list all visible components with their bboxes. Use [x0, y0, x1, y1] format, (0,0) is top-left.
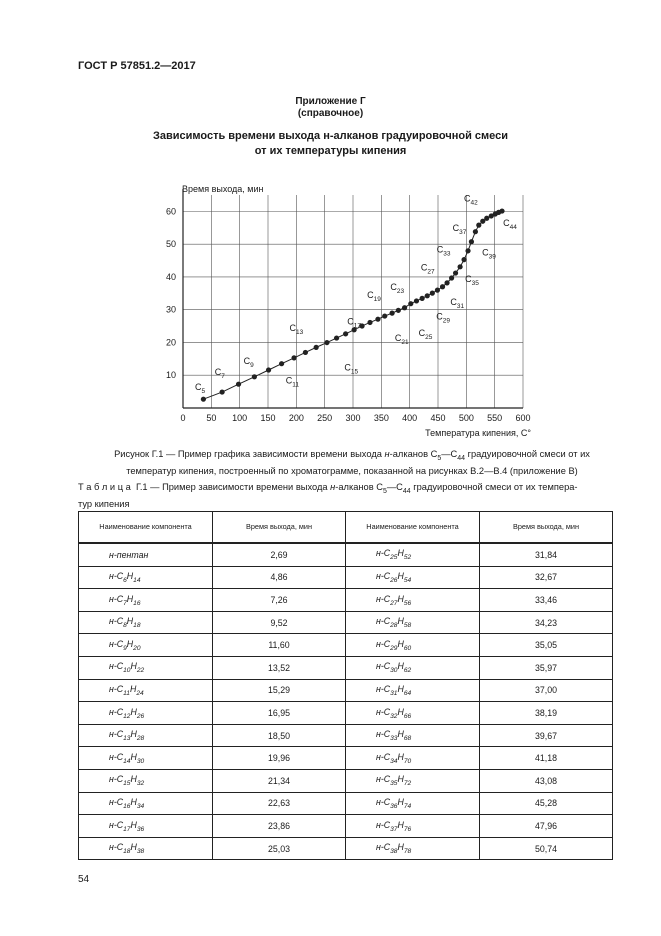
- x-tick-label: 100: [232, 413, 248, 423]
- point-label: $C_7$: [214, 367, 225, 381]
- y-tick-label: 60: [165, 206, 176, 217]
- data-point: [279, 361, 284, 366]
- component-name-cell: $н-C_{36}H_{74}$: [346, 792, 480, 815]
- point-label: $C_{13}$: [289, 322, 304, 336]
- component-name-cell: $н-C_{38}H_{78}$: [346, 837, 480, 860]
- component-name-cell: $н-C_{12}H_{26}$: [79, 702, 213, 725]
- retention-time-cell: 37,00: [480, 679, 613, 702]
- component-name-cell: $н-C_{35}H_{72}$: [346, 769, 480, 792]
- x-tick-label: 50: [206, 413, 217, 423]
- table-row: [79, 679, 613, 702]
- table-row: [79, 724, 613, 747]
- figure-caption-text: градуировочной смеси от их: [464, 449, 590, 459]
- component-name-cell: $н-C_{33}H_{68}$: [346, 724, 480, 747]
- data-point: [324, 340, 329, 345]
- document-header: ГОСТ Р 57851.2—2017: [78, 60, 196, 72]
- data-point: [201, 397, 206, 402]
- component-name-cell: $н-C_{17}H_{36}$: [79, 815, 213, 838]
- retention-time-cell: 25,03: [213, 837, 346, 860]
- retention-time-cell: 35,05: [480, 634, 613, 657]
- retention-time-cell: 50,74: [480, 837, 613, 860]
- component-name-cell: $н-C_{30}H_{62}$: [346, 656, 480, 679]
- table-row: [79, 837, 613, 860]
- data-point: [420, 296, 425, 301]
- data-point: [444, 280, 449, 285]
- data-point: [453, 270, 458, 275]
- data-point: [314, 345, 319, 350]
- data-point: [465, 248, 470, 253]
- table-caption-sub: 5: [382, 487, 387, 495]
- retention-time-cell: 33,46: [480, 589, 613, 612]
- figure-caption-sub: 5: [437, 454, 442, 462]
- x-tick-label: 0: [180, 413, 186, 423]
- data-point: [375, 317, 380, 322]
- table-caption-italic: н: [330, 482, 336, 492]
- component-name-cell: $н-C_{29}H_{60}$: [346, 634, 480, 657]
- figure-caption-text: Рисунок Г.1 — Пример графика зависимости времени выхода: [114, 449, 385, 459]
- table-caption-text: Т а б л и ц а Г.1 — Пример зависимости времени выхода: [78, 482, 331, 492]
- data-point: [367, 320, 372, 325]
- y-tick-label: 40: [165, 271, 176, 282]
- table-row: [79, 747, 613, 770]
- appendix-subtitle: (справочное): [297, 108, 364, 119]
- data-point: [473, 229, 478, 234]
- component-name-cell: $н-C_{15}H_{32}$: [79, 769, 213, 792]
- table-caption-text: градуировочной смеси от их темпера-: [410, 482, 578, 492]
- component-name-cell: $н-C_{18}H_{38}$: [79, 837, 213, 860]
- table-row: [79, 815, 613, 838]
- point-label: $C_{19}$: [367, 290, 381, 304]
- table-row: [79, 792, 613, 815]
- x-tick-label: 400: [402, 413, 418, 423]
- table-caption-sub: 44: [402, 487, 411, 495]
- table-row: [79, 769, 613, 792]
- data-point: [435, 288, 440, 293]
- component-name-cell: $н-C_{27}H_{56}$: [346, 589, 480, 612]
- point-label: $C_{35}$: [465, 273, 479, 287]
- retention-time-cell: 19,96: [213, 747, 346, 770]
- data-point: [408, 301, 413, 306]
- retention-time-cell: 34,23: [480, 611, 613, 634]
- retention-time-cell: 22,63: [213, 792, 346, 815]
- figure-caption-text: -алканов С: [389, 449, 438, 459]
- component-name-cell: $н-C_{32}H_{66}$: [346, 702, 480, 725]
- component-name-cell: $н-C_{14}H_{30}$: [79, 747, 213, 770]
- table-row: [79, 634, 613, 657]
- retention-time-cell: 9,52: [213, 611, 346, 634]
- retention-time-cell: 41,18: [480, 747, 613, 770]
- data-point: [461, 257, 466, 262]
- x-tick-label: 550: [487, 413, 503, 423]
- x-tick-label: 600: [515, 413, 531, 423]
- data-point: [291, 355, 296, 360]
- x-axis-label: Температура кипения, С°: [425, 428, 531, 438]
- data-point: [343, 331, 348, 336]
- table-header-row: [79, 512, 613, 544]
- component-name-cell: $н-C_8H_{18}$: [79, 611, 213, 634]
- component-name-cell: $н-C_{16}H_{34}$: [79, 792, 213, 815]
- x-tick-label: 150: [260, 413, 276, 423]
- component-name-cell: $н-C_{10}H_{22}$: [79, 656, 213, 679]
- point-label: $C_{11}$: [285, 375, 299, 389]
- figure-caption-italic: н: [384, 449, 390, 459]
- retention-time-cell: 23,86: [213, 815, 346, 838]
- retention-time-chart: [150, 178, 550, 440]
- data-point: [334, 335, 339, 340]
- x-tick-label: 350: [373, 413, 389, 423]
- figure-caption: [92, 448, 612, 477]
- x-tick-label: 450: [430, 413, 446, 423]
- table-row: [79, 589, 613, 612]
- retention-time-cell: 13,52: [213, 656, 346, 679]
- retention-table: [78, 511, 613, 860]
- y-axis-label: Время выхода, мин: [182, 184, 264, 194]
- component-name-cell: $н-C_{28}H_{58}$: [346, 611, 480, 634]
- table-row: [79, 543, 613, 566]
- chart-grid: [183, 195, 523, 408]
- point-label: $C_{44}$: [503, 218, 517, 232]
- point-label: $C_{33}$: [436, 244, 451, 258]
- data-point: [402, 305, 407, 310]
- data-point: [414, 298, 419, 303]
- figure-caption-line2: температур кипения, построенный по хроматограмме, показанной на рисунках В.2—В.4 (приложение В): [126, 465, 578, 476]
- point-label: $C_{15}$: [344, 362, 359, 376]
- data-point: [266, 367, 271, 372]
- retention-time-cell: 32,67: [480, 566, 613, 589]
- component-name-cell: $н-C_{13}H_{28}$: [79, 724, 213, 747]
- appendix-title: Приложение Г: [295, 96, 366, 107]
- retention-time-cell: 15,29: [213, 679, 346, 702]
- figure-caption-text: —С: [441, 449, 458, 459]
- data-point: [220, 389, 225, 394]
- component-name-cell: $н-C_{37}H_{76}$: [346, 815, 480, 838]
- retention-time-cell: 35,97: [480, 656, 613, 679]
- retention-time-cell: 16,95: [213, 702, 346, 725]
- table-row: [79, 566, 613, 589]
- x-tick-label: 500: [458, 413, 474, 423]
- point-label: $C_{31}$: [450, 296, 465, 310]
- point-label: $C_9$: [243, 355, 254, 369]
- table-header-cell: Время выхода, мин: [213, 512, 346, 544]
- component-name-cell: $н-C_6H_{14}$: [79, 566, 213, 589]
- retention-time-cell: 2,69: [213, 543, 346, 566]
- data-point: [236, 382, 241, 387]
- page-number: 54: [78, 874, 90, 885]
- data-point: [458, 264, 463, 269]
- y-tick-labels: [166, 206, 176, 380]
- table-body: [79, 543, 613, 860]
- data-point: [252, 374, 257, 379]
- retention-time-cell: 31,84: [480, 543, 613, 566]
- table-header-cell: Время выхода, мин: [480, 512, 613, 544]
- retention-time-cell: 4,86: [213, 566, 346, 589]
- x-tick-label: 300: [345, 413, 361, 423]
- table-caption: [78, 481, 618, 510]
- table-caption-text: -алканов С: [335, 482, 383, 492]
- data-point: [425, 293, 430, 298]
- table-row: [79, 611, 613, 634]
- table-caption-line2: тур кипения: [78, 498, 130, 509]
- table-header-cell: Наименование компонента: [79, 512, 213, 544]
- point-label: $C_{29}$: [436, 311, 450, 325]
- point-label: $C_{17}$: [347, 316, 362, 330]
- y-tick-label: 50: [165, 239, 176, 250]
- data-point: [396, 308, 401, 313]
- retention-time-cell: 7,26: [213, 589, 346, 612]
- data-point: [449, 275, 454, 280]
- point-label: $C_{42}$: [463, 193, 478, 207]
- table-header-cell: Наименование компонента: [346, 512, 480, 544]
- component-name-cell: н-пентан: [79, 543, 213, 566]
- x-tick-label: 250: [317, 413, 333, 423]
- data-point: [484, 216, 489, 221]
- retention-time-cell: 47,96: [480, 815, 613, 838]
- point-label: $C_{39}$: [482, 247, 496, 261]
- y-tick-label: 20: [165, 337, 176, 348]
- component-name-cell: $н-C_9H_{20}$: [79, 634, 213, 657]
- data-point: [303, 350, 308, 355]
- table-row: [79, 656, 613, 679]
- point-label: $C_{23}$: [390, 282, 405, 296]
- point-label: $C_{25}$: [418, 327, 433, 341]
- figure-caption-sub: 44: [457, 454, 465, 462]
- section-title-line1: Зависимость времени выхода н-алканов градуировочной смеси: [152, 130, 508, 142]
- section-title-line2: от их температуры кипения: [254, 145, 407, 157]
- component-name-cell: $н-C_{25}H_{52}$: [346, 543, 480, 566]
- data-point: [382, 313, 387, 318]
- point-annotations: [195, 194, 517, 395]
- component-name-cell: $н-C_{34}H_{70}$: [346, 747, 480, 770]
- retention-time-cell: 45,28: [480, 792, 613, 815]
- component-name-cell: $н-C_{26}H_{54}$: [346, 566, 480, 589]
- retention-time-cell: 43,08: [480, 769, 613, 792]
- x-tick-label: 200: [288, 413, 304, 423]
- data-point: [499, 208, 504, 213]
- data-point: [469, 239, 474, 244]
- component-name-cell: $н-C_{11}H_{24}$: [79, 679, 213, 702]
- data-point: [476, 223, 481, 228]
- retention-time-cell: 11,60: [213, 634, 346, 657]
- retention-time-cell: 38,19: [480, 702, 613, 725]
- point-label: $C_{37}$: [452, 223, 467, 237]
- component-name-cell: $н-C_{31}H_{64}$: [346, 679, 480, 702]
- x-tick-labels: [180, 413, 530, 423]
- retention-time-cell: 39,67: [480, 724, 613, 747]
- retention-time-cell: 18,50: [213, 724, 346, 747]
- data-point: [440, 284, 445, 289]
- table-row: [79, 702, 613, 725]
- retention-time-cell: 21,34: [213, 769, 346, 792]
- data-point: [390, 311, 395, 316]
- data-point: [430, 291, 435, 296]
- table-caption-text: —С: [386, 482, 403, 492]
- component-name-cell: $н-C_7H_{16}$: [79, 589, 213, 612]
- point-label: $C_5$: [194, 381, 206, 395]
- y-tick-label: 30: [165, 304, 176, 315]
- point-label: $C_{27}$: [420, 262, 435, 276]
- point-label: $C_{21}$: [394, 332, 409, 346]
- y-tick-label: 10: [165, 370, 176, 381]
